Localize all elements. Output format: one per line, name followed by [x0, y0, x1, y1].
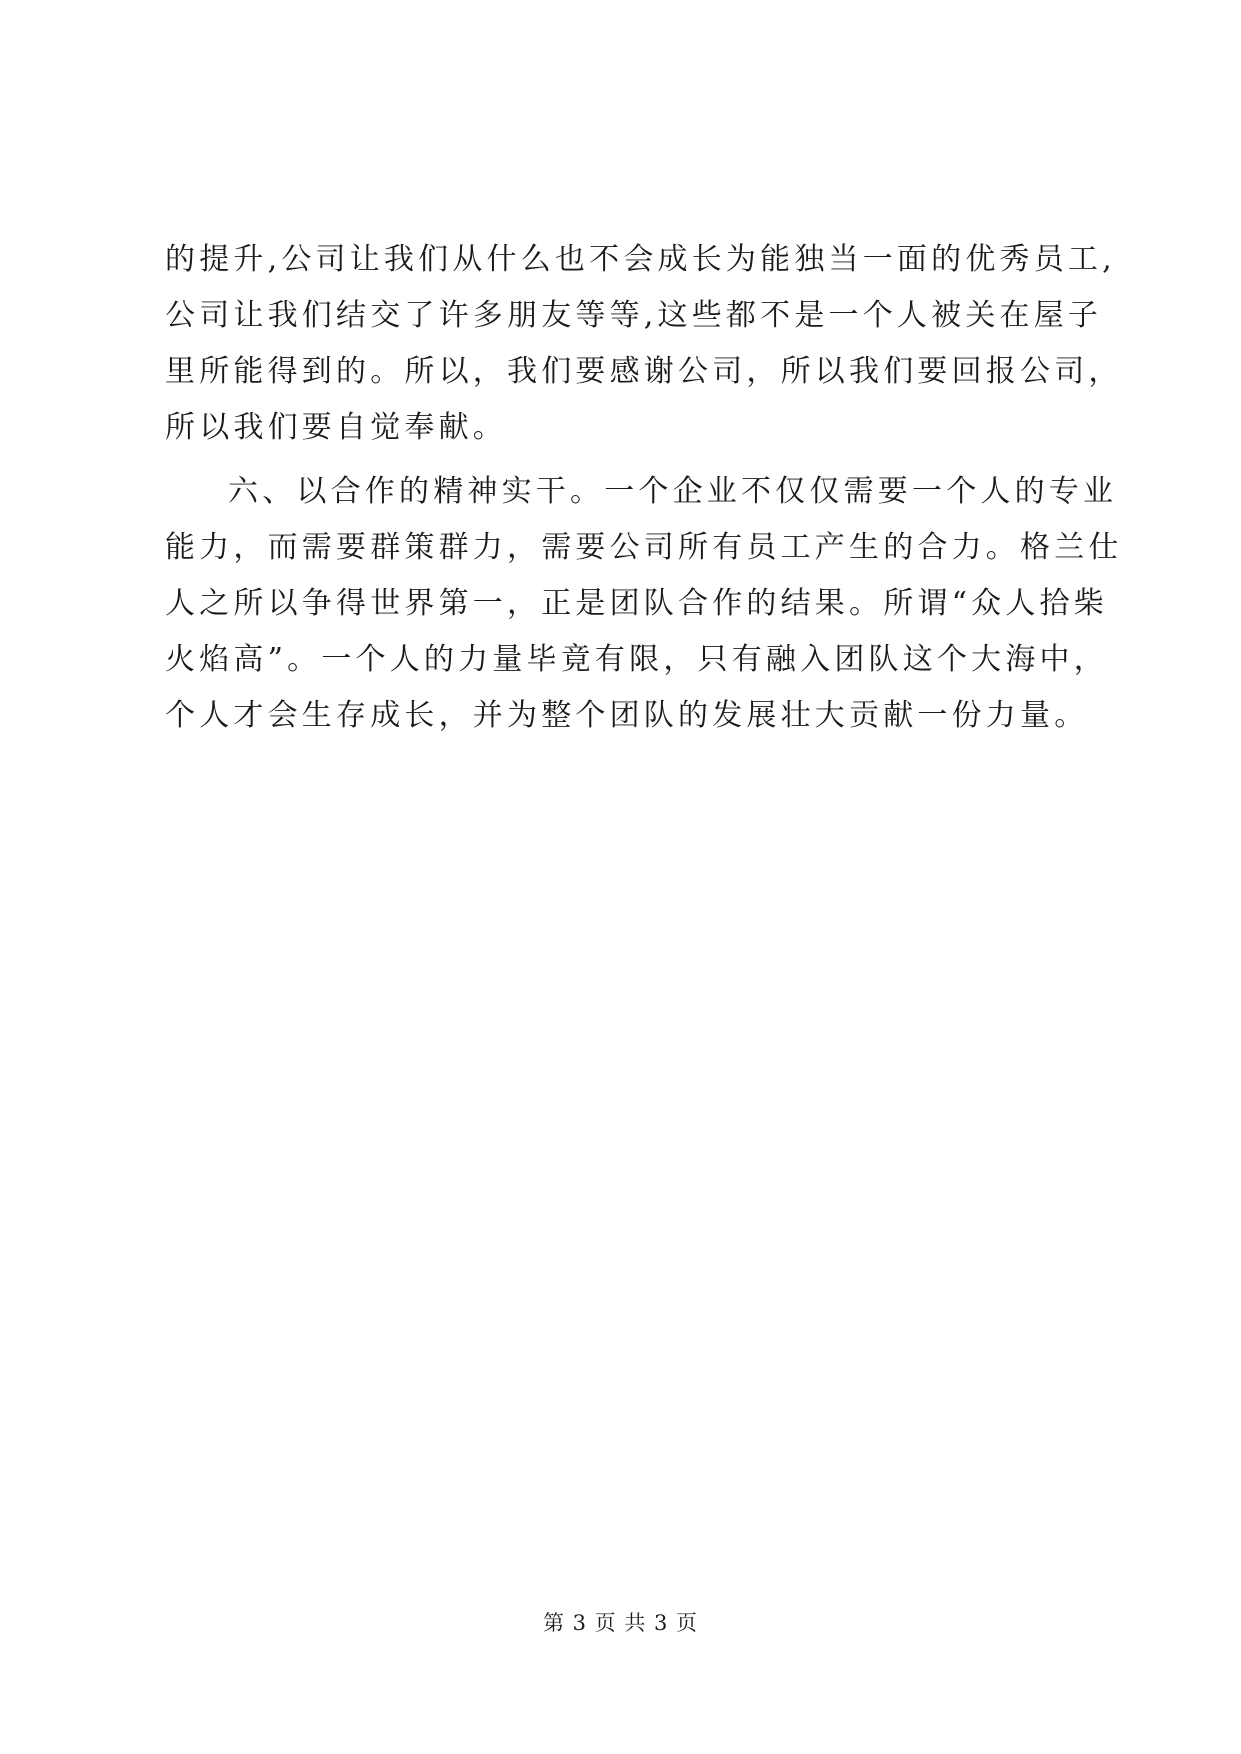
- text-line: 六、以合作的精神实干。一个企业不仅仅需要一个人的专业: [228, 474, 1118, 509]
- text-line: 的提升,公司让我们从什么也不会成长为能独当一面的优秀员工,: [165, 242, 1116, 277]
- page-number-footer: 第 3 页 共 3 页: [542, 1611, 699, 1635]
- text-line: 公司让我们结交了许多朋友等等,这些都不是一个人被关在屋子: [165, 298, 1103, 333]
- body-text: [165, 232, 1123, 744]
- text-line: 能力，而需要群策群力，需要公司所有员工产生的合力。格兰仕: [165, 530, 1123, 565]
- text-line: 里所能得到的。所以，我们要感谢公司，所以我们要回报公司，: [165, 354, 1123, 389]
- paragraph-spacer: [165, 456, 1095, 464]
- text-line: 所以我们要自觉奉献。: [165, 410, 507, 445]
- text-line: 火焰高”。一个人的力量毕竟有限，只有融入团队这个大海中，: [165, 642, 1108, 677]
- text-line: 个人才会生存成长，并为整个团队的发展壮大贡献一份力量。: [165, 698, 1089, 733]
- paragraph-1: [165, 232, 1123, 456]
- paragraph-2: [165, 464, 1123, 744]
- text-line: 人之所以争得世界第一，正是团队合作的结果。所谓“众人拾柴: [165, 586, 1108, 621]
